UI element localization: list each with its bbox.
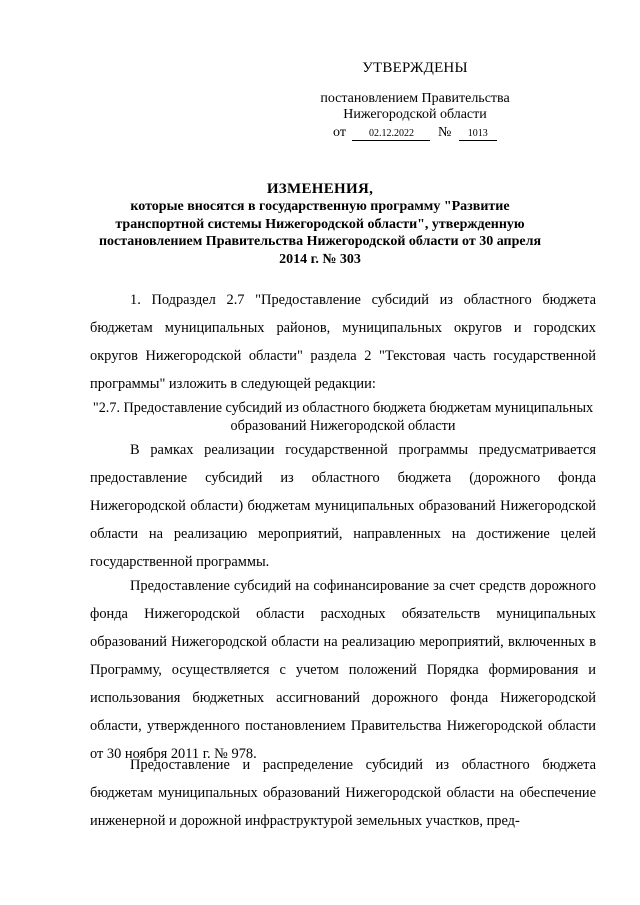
paragraph-2: В рамках реализации государственной программы предусматривается предоставление субсидий из областного бюджета (дорожного фонда Нижегородской области) бюджетам муниципальных образований Нижегородской области на реализацию мероприятий, направленных на достижение целей государственной программы. xyxy=(90,442,596,570)
document-title: ИЗМЕНЕНИЯ, xyxy=(266,181,374,197)
approval-title: УТВЕРЖДЕНЫ xyxy=(362,60,468,76)
approval-line1: постановлением Правительства xyxy=(320,91,510,106)
document-subtitle: которые вносятся в государственную программу "Развитие транспортной системы Нижегородской области", утвержденную постановлением Правительства Нижегородской области от 30 апреля 2014 г. № 303 xyxy=(98,199,542,267)
approval-date: 02.12.2022 xyxy=(352,128,430,141)
paragraph-3: Предоставление субсидий на софинансирование за счет средств дорожного фонда Нижегородской области расходных обязательств муниципальных образований Нижегородской области на реализацию мероприятий, включенных в Программу, осуществляется с учетом положений Порядка формирования и использования бюджетных ассигнований дорожного фонда Нижегородской области, утвержденного постановлением Правительства Нижегородской области от 30 ноября 2011 г. № 978. xyxy=(90,578,596,762)
approval-number: 1013 xyxy=(459,128,497,141)
number-label: № xyxy=(437,125,452,140)
from-label: от xyxy=(333,125,346,140)
paragraph-1: 1. Подраздел 2.7 "Предоставление субсидий из областного бюджета бюджетам муниципальных районов, муниципальных округов и городских округов Нижегородской области" раздела 2 "Текстовая часть государственной программы" изложить в следующей редакции: xyxy=(90,292,596,392)
section-subheading: "2.7. Предоставление субсидий из областного бюджета бюджетам муниципальных образований Нижегородской области xyxy=(92,400,594,434)
approval-line2: Нижегородской области xyxy=(343,107,487,122)
paragraph-4: Предоставление и распределение субсидий из областного бюджета бюджетам муниципальных образований Нижегородской области на обеспечение инженерной и дорожной инфраструктурой земельных участков, пред- xyxy=(90,757,596,829)
approval-reference xyxy=(333,125,497,141)
